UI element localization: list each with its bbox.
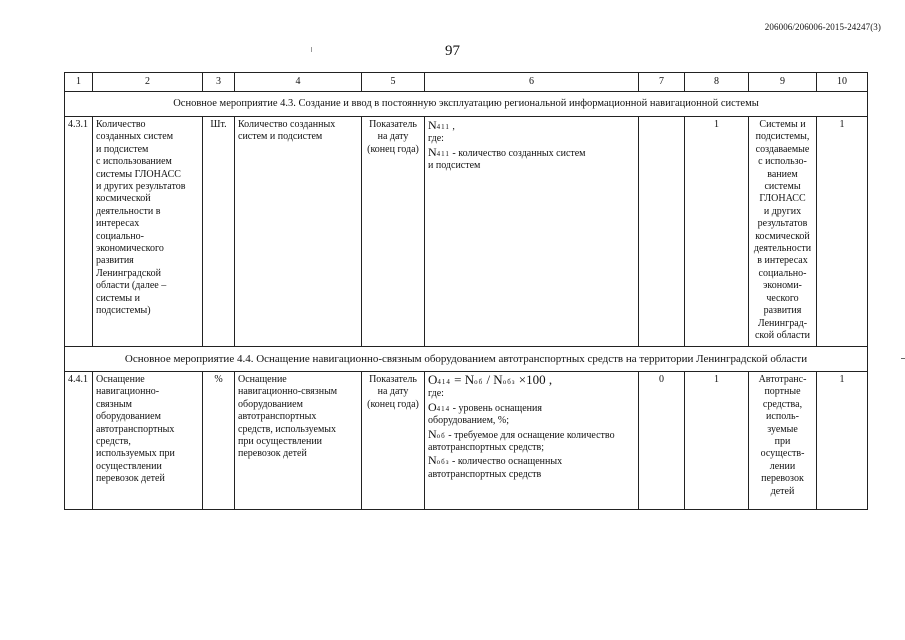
header-cell: 2 <box>93 73 203 92</box>
section-row <box>65 347 868 372</box>
formula-expression: O414 = Nоб / Nобз ×100 , <box>428 372 553 387</box>
header-row <box>65 73 868 92</box>
header-cell: 5 <box>362 73 425 92</box>
value-col10: 1 <box>817 117 868 347</box>
row-number: 4.4.1 <box>65 372 93 510</box>
unit: Шт. <box>203 117 235 347</box>
formula-cell: O414 = Nоб / Nобз ×100 , где: O414 - уровень оснащения оборудованием, %; Nоб - требуемое для оснащение количество автотранспортных средств; Nобз - количество оснащенных автотранспортных средств <box>425 372 639 510</box>
scope-description: Системы и подсистемы, создаваемые с использо- ванием системы ГЛОНАСС и других результатов космической деятельности в интересах социально- экономи- ческого развития Ленинград- ской области <box>749 117 817 347</box>
table-row <box>65 372 868 510</box>
value-col8: 1 <box>685 372 749 510</box>
header-cell: 7 <box>639 73 685 92</box>
indicator-name: Оснащение навигационно- связным оборудованием автотранспортных средств, используемых при осуществлении перевозок детей <box>93 372 203 510</box>
section-title: Основное мероприятие 4.3. Создание и ввод в постоянную эксплуатацию региональной информационной навигационной системы <box>65 92 868 117</box>
row-number: 4.3.1 <box>65 117 93 347</box>
value-col7 <box>639 117 685 347</box>
value-col10: 1 <box>817 372 868 510</box>
indicator-type: Показатель на дату (конец года) <box>362 117 425 347</box>
value-col7: 0 <box>639 372 685 510</box>
scope-description: Автотранс- портные средства, исполь- зуемые при осуществ- лении перевозок детей <box>749 372 817 510</box>
document-id: 206006/206006-2015-24247(3) <box>764 22 881 32</box>
header-cell: 8 <box>685 73 749 92</box>
indicator-type: Показатель на дату (конец года) <box>362 372 425 510</box>
formula-cell: N411 , где: N411 - количество созданных систем и подсистем <box>425 117 639 347</box>
indicator-name: Количество созданных систем и подсистем с использованием системы ГЛОНАСС и других результатов космической деятельности в интересах социально- экономического развития Ленинградской области (далее – системы и подсистемы) <box>93 117 203 347</box>
table-row <box>65 117 868 347</box>
value-col8: 1 <box>685 117 749 347</box>
header-cell: 4 <box>235 73 362 92</box>
header-cell: 9 <box>749 73 817 92</box>
scan-mark <box>901 358 905 359</box>
header-cell: 1 <box>65 73 93 92</box>
indicator-description: Оснащение навигационно-связным оборудованием автотранспортных средств, используемых при осуществлении перевозок детей <box>235 372 362 510</box>
section-row <box>65 92 868 117</box>
section-title: Основное мероприятие 4.4. Оснащение навигационно-связным оборудованием автотранспортных средств на территории Ленинградской области <box>65 347 868 372</box>
header-cell: 6 <box>425 73 639 92</box>
indicator-description: Количество созданных систем и подсистем <box>235 117 362 347</box>
header-cell: 3 <box>203 73 235 92</box>
page-number: 97 <box>445 43 460 59</box>
unit: % <box>203 372 235 510</box>
indicators-table <box>64 72 868 510</box>
header-cell: 10 <box>817 73 868 92</box>
